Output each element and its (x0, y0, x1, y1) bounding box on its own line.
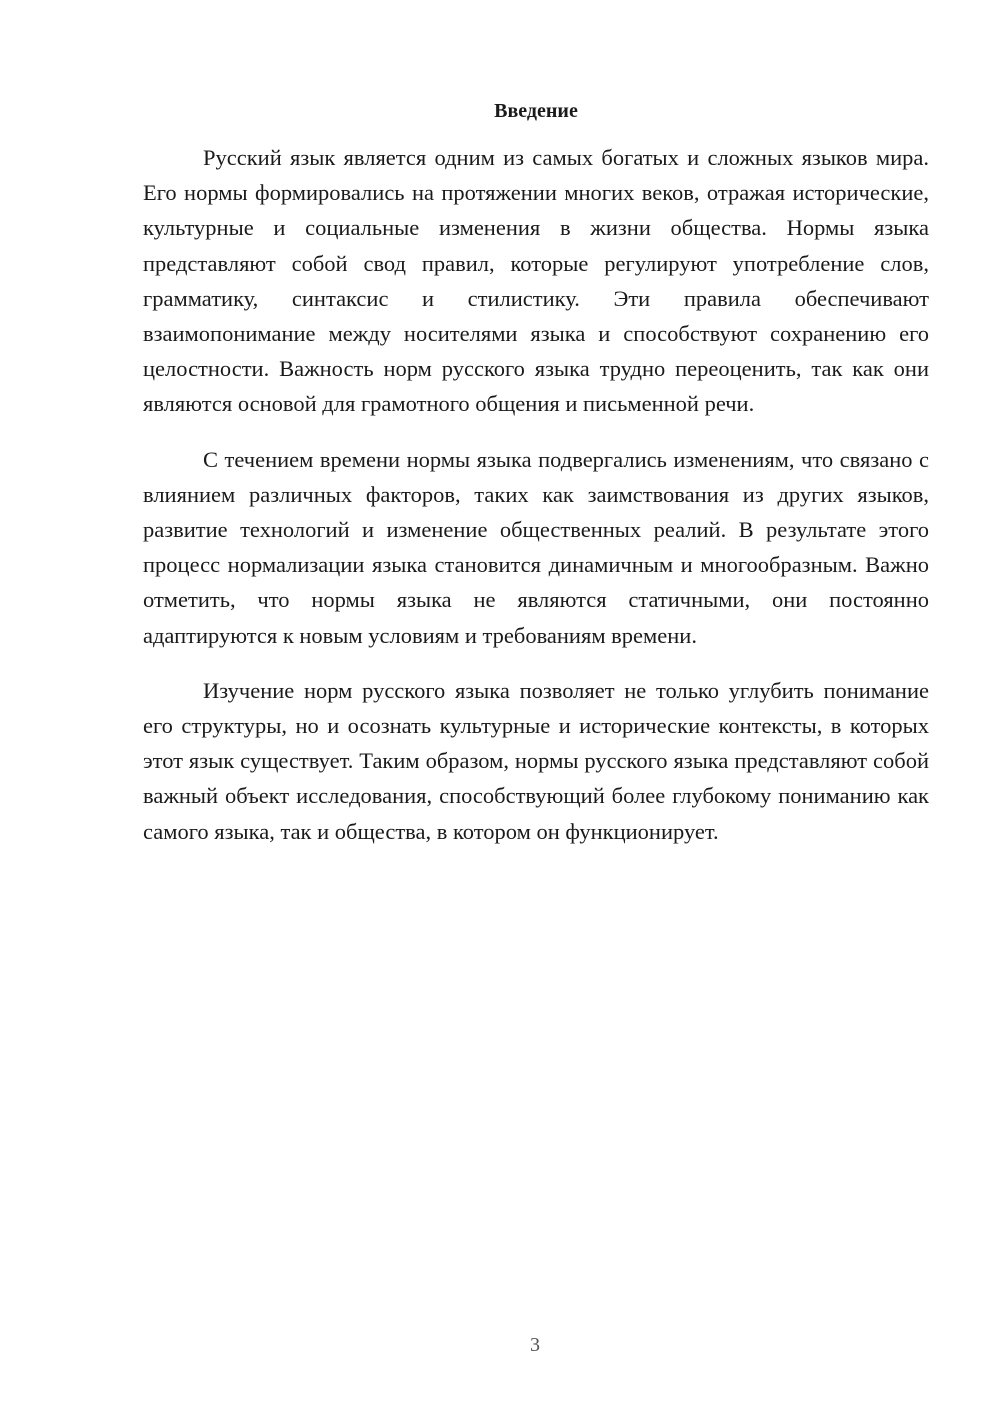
paragraph-1: Русский язык является одним из самых богатых и сложных языков мира. Его нормы формировались на протяжении многих веков, отражая исторические, культурные и социальные изменения в жизни общества. Нормы языка представляют собой свод правил, которые регулируют употребление слов, грамматику, синтаксис и стилистику. Эти правила обеспечивают взаимопонимание между носителями языка и способствуют сохранению его целостности. Важность норм русского языка трудно переоценить, так как они являются основой для грамотного общения и письменной речи. (143, 145, 929, 417)
page-number: 3 (530, 1334, 540, 1356)
paragraph-3: Изучение норм русского языка позволяет не только углубить понимание его структуры, но и осознать культурные и исторические контексты, в которых этот язык существует. Таким образом, нормы русского языка представляют собой важный объект исследования, способствующий более глубокому пониманию как самого языка, так и общества, в котором он функционирует. (143, 677, 929, 844)
section-title: Введение (494, 100, 578, 122)
document-body (143, 96, 929, 869)
paragraph-2: С течением времени нормы языка подвергались изменениям, что связано с влиянием различных факторов, таких как заимствования из других языков, развитие технологий и изменение общественных реалий. В результате этого процесс нормализации языка становится динамичным и многообразным. Важно отметить, что нормы языка не являются статичными, они постоянно адаптируются к новым условиям и требованиям времени. (143, 446, 929, 648)
